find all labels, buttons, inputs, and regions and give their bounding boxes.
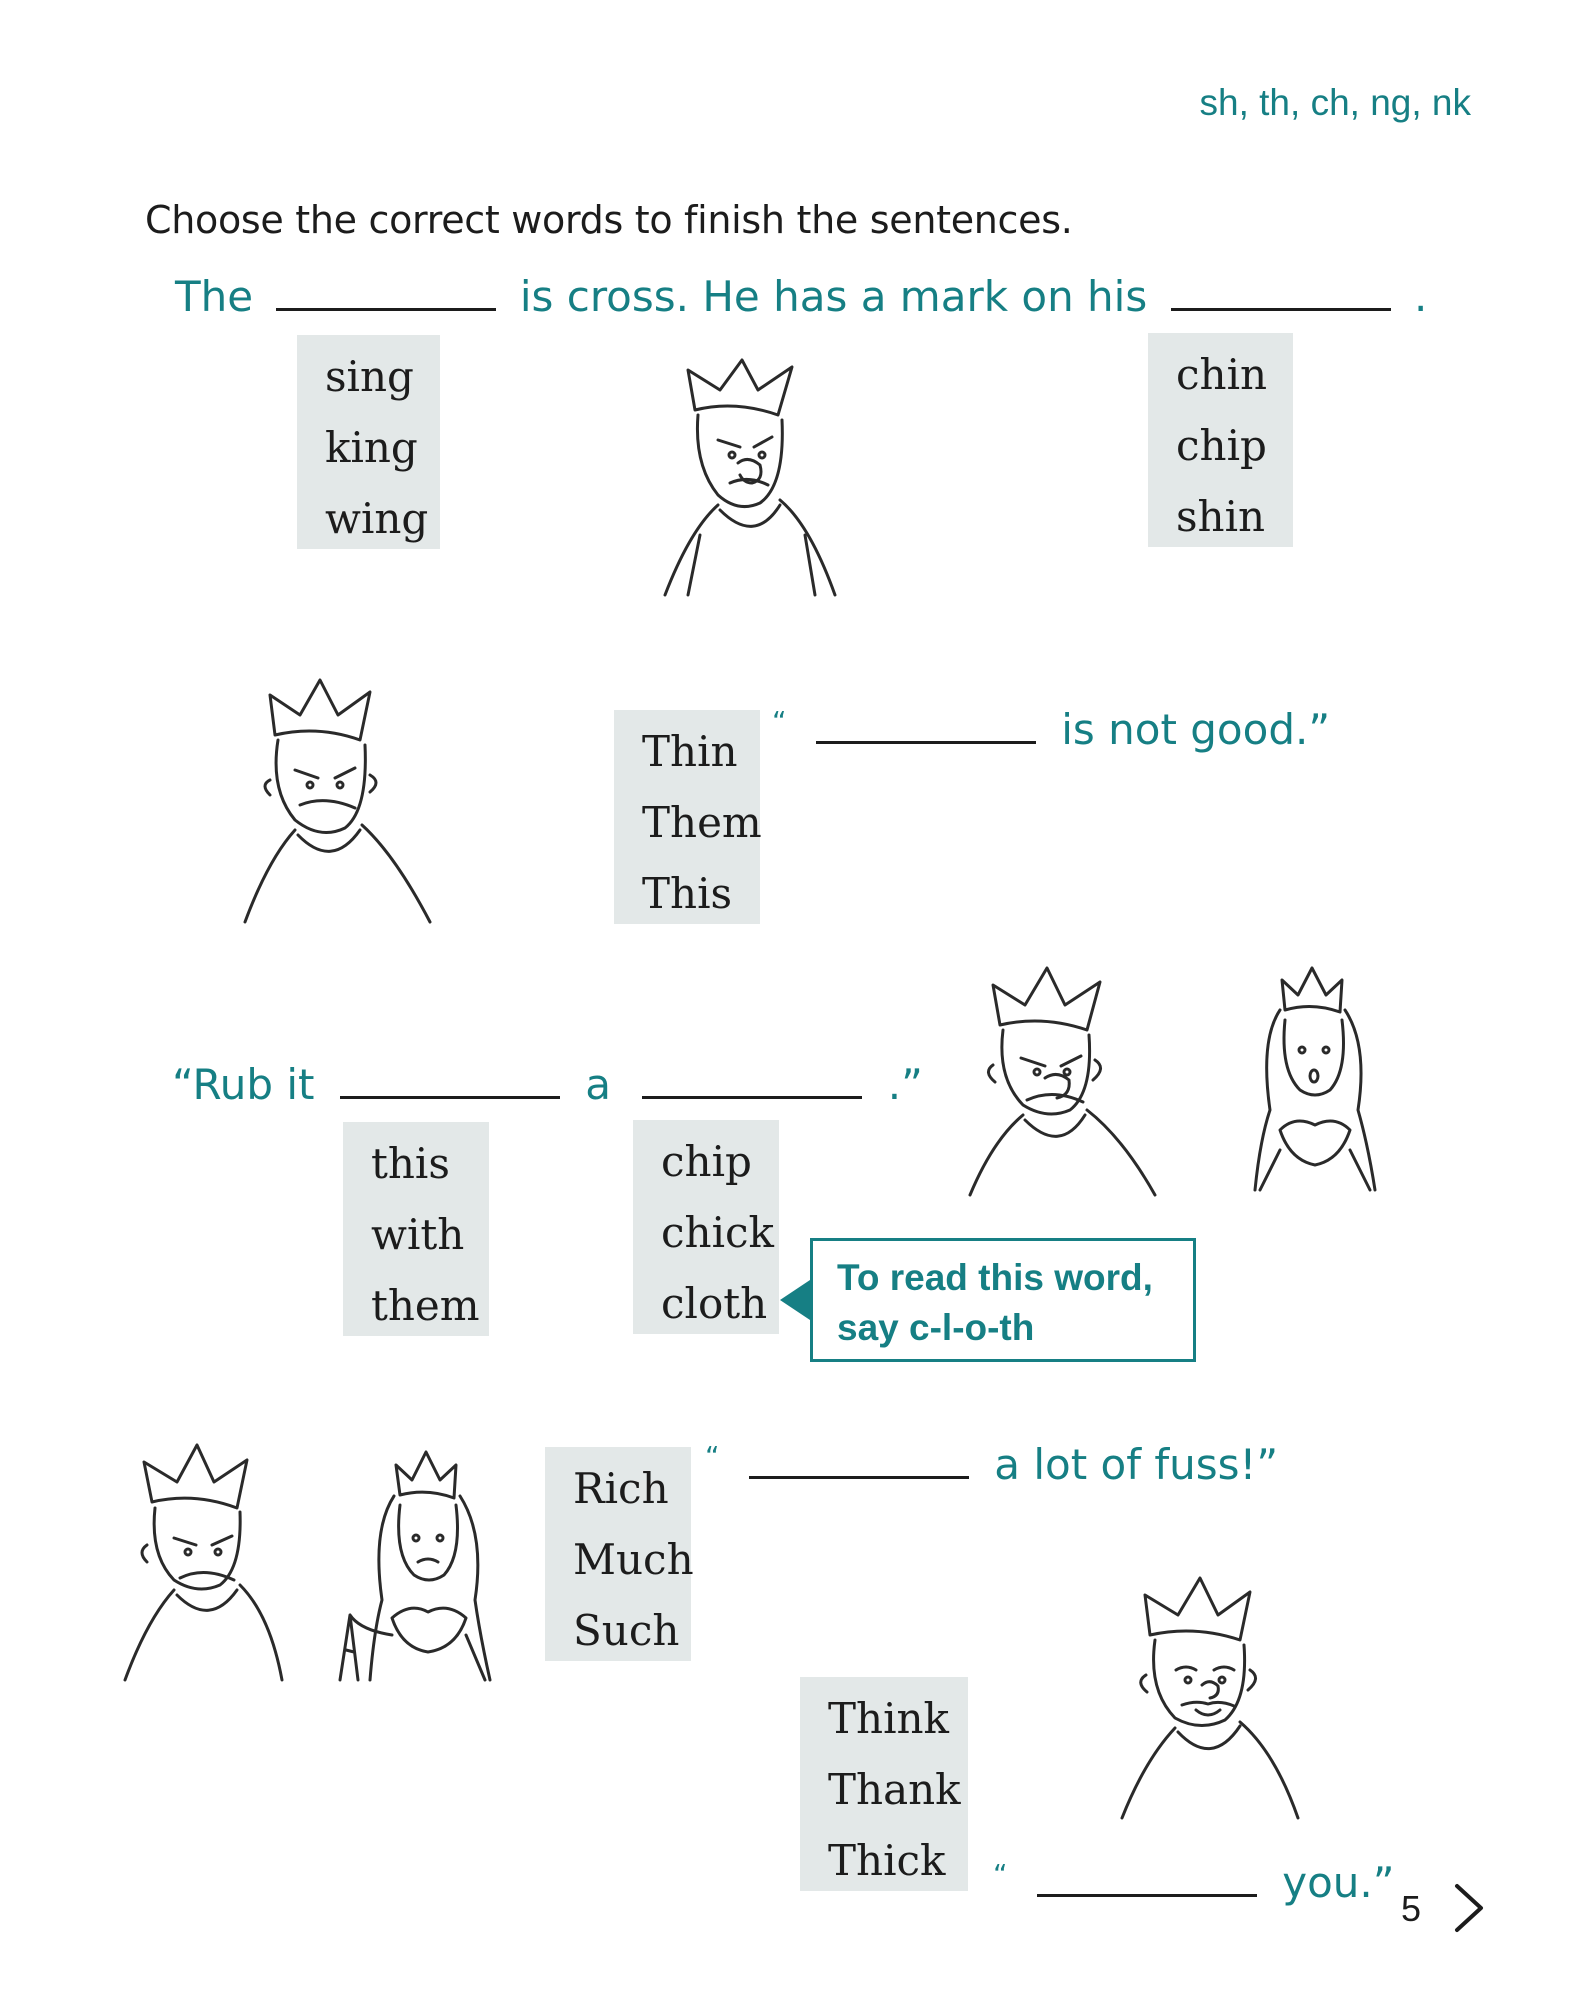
choice-word[interactable]: this: [371, 1139, 450, 1188]
q5-open-quote: “: [993, 1858, 1008, 1891]
choice-word[interactable]: sing: [325, 352, 414, 401]
instruction-text: Choose the correct words to finish the sentences.: [145, 198, 1073, 242]
q2-choice-box: [614, 710, 760, 924]
q3-choice-box-b: [633, 1120, 779, 1334]
happy-king-illustration: [1120, 1570, 1305, 1820]
choice-word[interactable]: This: [642, 869, 733, 918]
choice-word[interactable]: shin: [1176, 492, 1266, 541]
q1-text-end: .: [1413, 272, 1428, 321]
q3-blank-2[interactable]: [642, 1090, 862, 1099]
choice-word[interactable]: Much: [573, 1535, 694, 1584]
q4-open-quote: “: [705, 1440, 720, 1473]
choice-word[interactable]: Them: [642, 798, 762, 847]
q5-sentence: [993, 1858, 1395, 1907]
q2-text: is not good.”: [1061, 705, 1331, 754]
page-number: 5: [1400, 1888, 1421, 1929]
angry-king-illustration: [965, 960, 1165, 1200]
q1-choice-box-b: [1148, 333, 1293, 547]
q1-blank-2[interactable]: [1171, 302, 1391, 311]
chevron-right-icon[interactable]: [1445, 1880, 1491, 1936]
q5-choice-box: [800, 1677, 968, 1891]
q3-sentence: [172, 1060, 923, 1109]
choice-word[interactable]: chick: [661, 1208, 774, 1257]
q3-text-end: .”: [887, 1060, 923, 1109]
q1-text-the: The: [175, 272, 254, 321]
hint-pointer-icon: [780, 1280, 810, 1320]
choice-word[interactable]: Such: [573, 1606, 680, 1655]
choice-word[interactable]: chin: [1176, 350, 1268, 399]
choice-word[interactable]: king: [325, 423, 418, 472]
q2-open-quote: “: [772, 705, 787, 738]
q1-sentence: [175, 272, 1427, 321]
q1-choice-box-a: [297, 335, 440, 549]
hint-callout: [810, 1238, 1196, 1362]
angry-king-illustration: [660, 355, 850, 600]
choice-word[interactable]: Thank: [828, 1765, 961, 1814]
angry-king-illustration: [122, 1440, 292, 1685]
choice-word[interactable]: Think: [828, 1694, 949, 1743]
q3-text-middle: a: [585, 1060, 611, 1109]
phonics-tag: sh, th, ch, ng, nk: [1199, 82, 1471, 123]
q4-blank[interactable]: [749, 1470, 969, 1479]
q4-text: a lot of fuss!”: [994, 1440, 1279, 1489]
choice-word[interactable]: chip: [1176, 421, 1267, 470]
hint-line: say c-l-o-th: [837, 1307, 1035, 1348]
q5-blank[interactable]: [1037, 1888, 1257, 1897]
choice-word[interactable]: Rich: [573, 1464, 669, 1513]
princess-illustration: [1240, 950, 1390, 1200]
sad-princess-illustration: [330, 1440, 525, 1685]
choice-word[interactable]: them: [371, 1281, 480, 1330]
q3-text-start: “Rub it: [172, 1060, 315, 1109]
choice-word[interactable]: Thin: [642, 727, 738, 776]
choice-word[interactable]: cloth: [661, 1279, 768, 1328]
choice-word[interactable]: wing: [325, 494, 429, 543]
q5-text: you.”: [1282, 1858, 1395, 1907]
q3-blank-1[interactable]: [340, 1090, 560, 1099]
choice-word[interactable]: Thick: [828, 1836, 946, 1885]
angry-king-illustration: [240, 670, 435, 925]
q3-choice-box-a: [343, 1122, 489, 1336]
q1-blank-1[interactable]: [276, 302, 496, 311]
q4-choice-box: [545, 1447, 694, 1661]
choice-word[interactable]: with: [371, 1210, 465, 1259]
choice-word[interactable]: chip: [661, 1137, 752, 1186]
q4-sentence: [705, 1440, 1278, 1489]
q1-text-middle: is cross. He has a mark on his: [519, 272, 1148, 321]
hint-line: To read this word,: [837, 1257, 1153, 1298]
q2-blank[interactable]: [816, 735, 1036, 744]
q2-sentence: [772, 705, 1330, 754]
